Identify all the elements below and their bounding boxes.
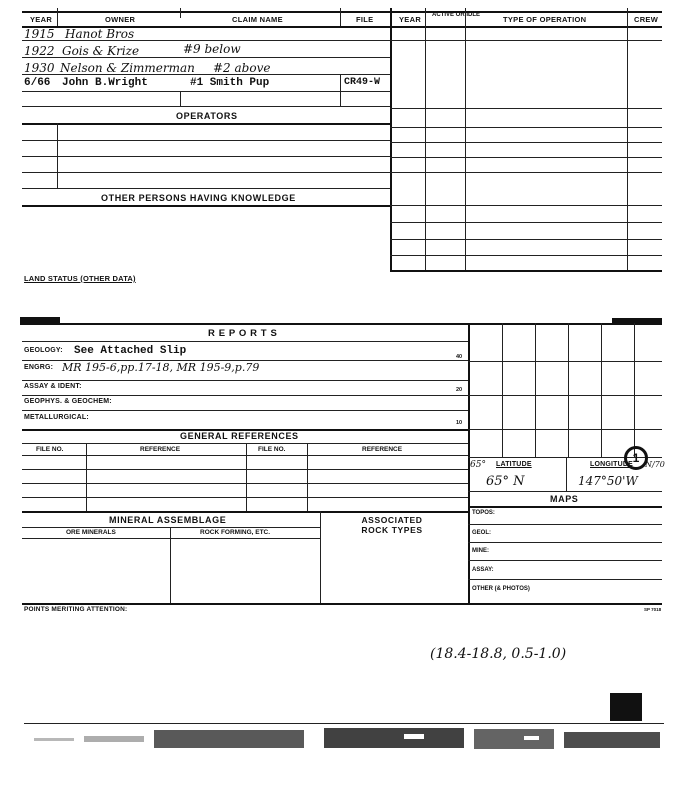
maps-mine: MINE: <box>472 548 489 554</box>
header-type-of-operation: TYPE OF OPERATION <box>503 15 587 24</box>
land-status-label: LAND STATUS (OTHER DATA) <box>24 274 136 283</box>
reports-title: R E P O R T S <box>208 328 278 339</box>
owner-row-3-year: 1930 <box>24 61 55 75</box>
engrg-label: ENGRG: <box>24 364 54 371</box>
gr-file-no-1: FILE NO. <box>36 446 64 453</box>
ore-minerals: ORE MINERALS <box>66 529 116 536</box>
owner-row-2-year: 1922 <box>24 44 55 58</box>
scale-40: 40 <box>456 354 463 360</box>
assay-ident-label: ASSAY & IDENT: <box>24 383 82 390</box>
gr-reference-1: REFERENCE <box>140 446 181 453</box>
maps-geol: GEOL: <box>472 530 491 536</box>
header-active-idle: ACTIVE OR IDLE <box>432 12 481 18</box>
longitude-value: 147°50'W <box>578 474 638 488</box>
associated-rock-types: ASSOCIATED ROCK TYPES <box>361 515 423 535</box>
owner-row-4-owner: John B.Wright <box>62 77 148 89</box>
circled-number: 1 <box>624 446 648 470</box>
general-references-title: GENERAL REFERENCES <box>180 431 299 441</box>
lat-prefix: 65° <box>470 460 486 470</box>
gr-file-no-2: FILE NO. <box>258 446 286 453</box>
maps-topos: TOPOS: <box>472 510 495 516</box>
scale-10: 10 <box>456 420 463 426</box>
header-op-year: YEAR <box>399 15 422 24</box>
header-owner: OWNER <box>105 15 136 24</box>
bottom-black-square <box>610 693 642 721</box>
owner-row-3-claim: #2 above <box>213 61 271 75</box>
owner-row-3-owner: Nelson & Zimmerman <box>60 61 195 75</box>
geology-value: See Attached Slip <box>74 345 187 357</box>
header-claim-name: CLAIM NAME <box>232 15 283 24</box>
owner-row-2-owner: Gois & Krize <box>62 44 140 58</box>
handwritten-note: (18.4-18.8, 0.5-1.0) <box>430 646 567 662</box>
rock-forming: ROCK FORMING, ETC. <box>200 529 271 536</box>
header-crew: CREW <box>634 15 659 24</box>
points-meriting-attention: POINTS MERITING ATTENTION: <box>24 606 128 613</box>
metallurgical-label: METALLURGICAL: <box>24 414 89 421</box>
header-file: FILE <box>356 15 374 24</box>
longitude-label: LONGITUDE <box>590 461 634 468</box>
form-number: SP 7018 <box>644 607 662 612</box>
owner-row-1-year: 1915 <box>24 27 55 41</box>
header-year: YEAR <box>30 15 53 24</box>
gr-reference-2: REFERENCE <box>362 446 403 453</box>
owner-row-4-file: CR49-W <box>344 77 381 88</box>
owner-row-4-year: 6/66 <box>24 77 51 89</box>
other-persons-title: OTHER PERSONS HAVING KNOWLEDGE <box>101 193 296 203</box>
operators-title: OPERATORS <box>176 111 238 121</box>
maps-other: OTHER (& PHOTOS) <box>472 586 530 592</box>
owner-row-1-owner: Hanot Bros <box>65 27 135 41</box>
geophys-label: GEOPHYS. & GEOCHEM: <box>24 398 112 405</box>
maps-assay: ASSAY: <box>472 567 494 573</box>
latitude-value: 65° N <box>486 474 525 489</box>
latitude-label: LATITUDE <box>496 461 532 468</box>
scan-noise-band <box>24 724 664 754</box>
mineral-assemblage-title: MINERAL ASSEMBLAGE <box>109 515 227 525</box>
scale-20: 20 <box>456 387 463 393</box>
geology-label: GEOLOGY: <box>24 347 63 354</box>
owner-row-2-claim: #9 below <box>183 42 241 56</box>
owner-row-4-claim: #1 Smith Pup <box>190 77 270 89</box>
maps-title: MAPS <box>550 494 579 504</box>
long-suffix: N/70 <box>645 460 665 469</box>
engrg-value: MR 195-6,pp.17-18, MR 195-9,p.79 <box>62 361 260 374</box>
